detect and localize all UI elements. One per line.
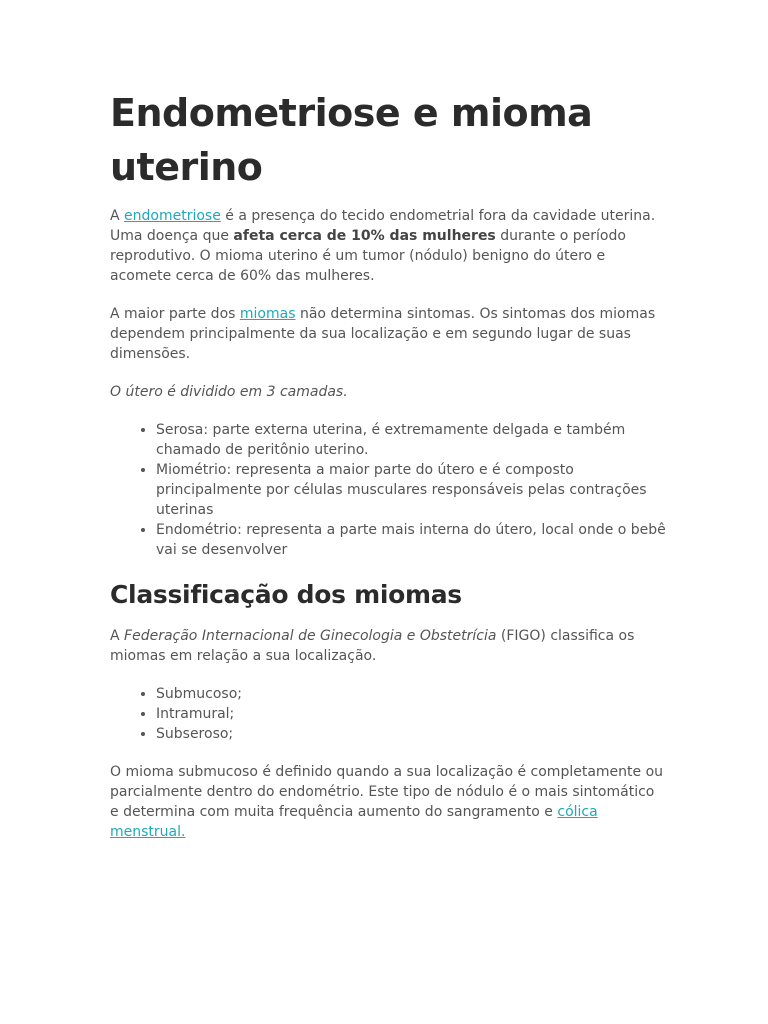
intro-bold: afeta cerca de 10% das mulheres — [233, 228, 496, 244]
list-item: • Subseroso; — [156, 724, 666, 744]
types-list — [110, 684, 666, 744]
page-title: Endometriose e mioma uterino — [110, 91, 593, 189]
intro-suffix: durante o período reprodutivo. O mioma uterino é um tumor (nódulo) benigno do útero e acomete cerca de 60% das mulheres. — [110, 228, 626, 284]
intro-middle: é a presença do tecido endometrial fora da cavidade uterina. Uma doença que — [110, 208, 656, 244]
list-item: • Submucoso; — [156, 684, 666, 704]
submucoso-paragraph — [110, 762, 666, 842]
miomas-link[interactable]: miomas — [239, 306, 296, 322]
layers-intro — [110, 382, 666, 402]
para2-prefix: A maior parte dos — [110, 306, 240, 322]
layers-list — [110, 420, 666, 560]
section-title: Classificação dos miomas — [110, 580, 462, 609]
figo-suffix: (FIGO) classifica os miomas em relação a sua localização. — [110, 628, 635, 664]
list-item: • Intramural; — [156, 704, 666, 724]
intro-paragraph — [110, 206, 666, 286]
colica-link[interactable]: cólica menstrual. — [110, 804, 598, 840]
layers-intro-text: O útero é dividido em 3 camadas. — [110, 384, 348, 400]
intro-prefix: A — [110, 208, 125, 224]
figo-paragraph — [110, 626, 666, 666]
symptoms-paragraph — [110, 304, 666, 364]
last-prefix: O mioma submucoso é definido quando a sua localização é completamente ou parcialmente dentro do endométrio. Este tipo de nódulo é o mais sintomático e determina com muita frequência aumento do sangramento e — [110, 764, 664, 820]
list-item: • Miométrio: representa a maior parte do útero e é composto principalmente por células musculares responsáveis pelas contrações uterinas — [156, 460, 666, 520]
para2-suffix: não determina sintomas. Os sintomas dos miomas dependem principalmente da sua localização e em segundo lugar de suas dimensões. — [110, 306, 656, 362]
figo-prefix: A — [110, 628, 125, 644]
figo-italic: Federação Internacional de Ginecologia e Obstetrícia — [124, 628, 497, 644]
list-item: • Serosa: parte externa uterina, é extremamente delgada e também chamado de peritônio uterino. — [156, 420, 666, 460]
article — [110, 86, 666, 860]
list-item: • Endométrio: representa a parte mais interna do útero, local onde o bebê vai se desenvolver — [156, 520, 666, 560]
endometriose-link[interactable]: endometriose — [124, 208, 221, 224]
